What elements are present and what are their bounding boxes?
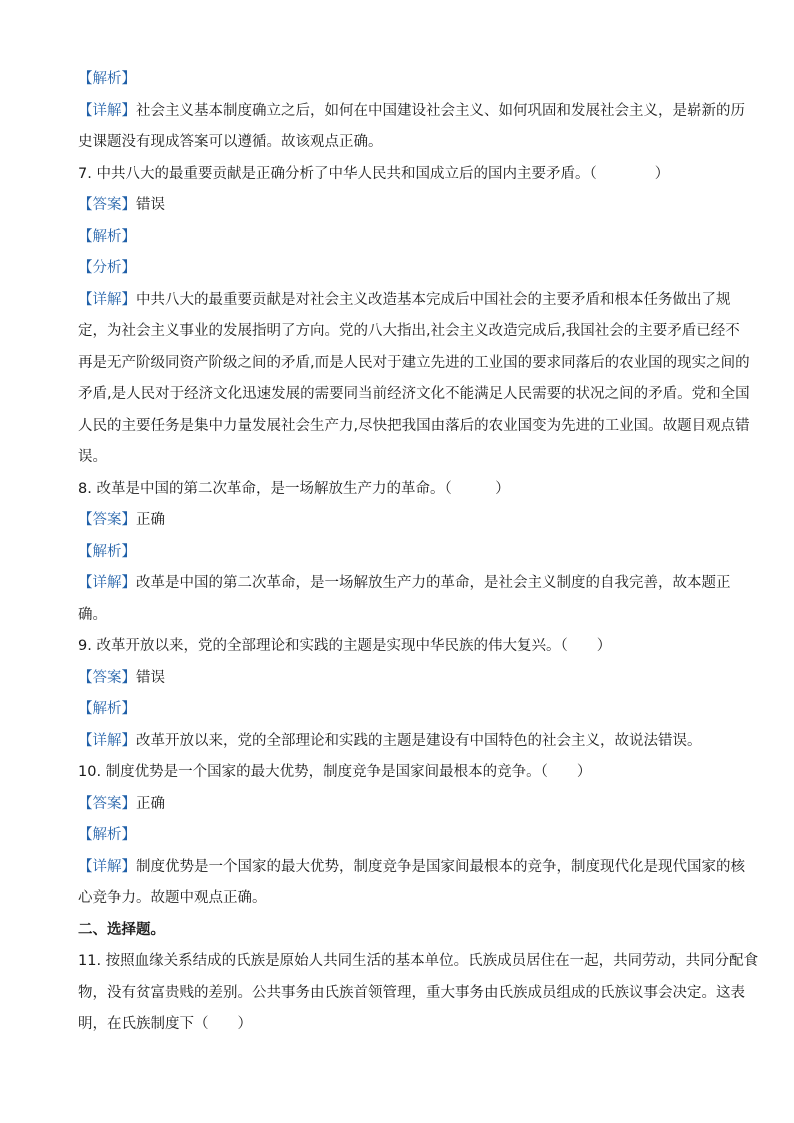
section-tag: 【解析】 xyxy=(78,228,136,245)
detail-text: 心竞争力。故题中观点正确。 xyxy=(78,890,267,906)
detail-text: 制度优势是一个国家的最大优势，制度竞争是国家间最根本的竞争，制度现代化是现代国家的核 xyxy=(136,858,745,875)
question-block xyxy=(78,474,726,506)
tag-value: 正确 xyxy=(136,795,165,812)
tag-line xyxy=(78,663,726,695)
question-line: 11. 按照血缘关系结成的氏族是原始人共同生活的基本单位。氏族成员居住在一起，共同劳动，共同分配食 xyxy=(78,953,759,969)
tag-line xyxy=(78,253,726,285)
tag-line xyxy=(78,694,726,726)
tag-line xyxy=(78,190,726,222)
section-tag: 【答案】 xyxy=(78,512,136,528)
question-line: 物，没有贫富贵贱的差别。公共事务由氏族首领管理，重大事务由氏族成员组成的氏族议事会决定。这表 xyxy=(78,984,745,1001)
detail-text: 误。 xyxy=(78,449,107,465)
section-block xyxy=(78,915,726,947)
detail-line xyxy=(78,96,745,128)
section-tag: 【解析】 xyxy=(78,71,136,87)
question-text: 8. 改革是中国的第二次革命，是一场解放生产力的革命。（ ） xyxy=(78,480,510,497)
detail-line xyxy=(78,726,726,758)
detail-line xyxy=(78,379,750,411)
section-tag: 【详解】 xyxy=(78,858,136,875)
section-tag: 【答案】 xyxy=(78,197,136,213)
detail-text: 改革开放以来，党的全部理论和实践的主题是建设有中国特色的社会主义，故说法错误。 xyxy=(136,732,702,749)
tag-line xyxy=(78,505,726,537)
document-page xyxy=(78,64,759,1041)
section-tag: 【解析】 xyxy=(78,543,136,560)
detail-text: 定，为社会主义事业的发展指明了方向。党的八大指出,社会主义改造完成后,我国社会的主要矛盾已经不 xyxy=(78,323,740,339)
tag-block xyxy=(78,789,726,821)
detail-line xyxy=(78,568,731,600)
detail-line xyxy=(78,600,726,632)
qmulti-block xyxy=(78,946,759,1041)
detail-block xyxy=(78,852,745,915)
detail-block xyxy=(78,726,726,758)
tag-block xyxy=(78,505,726,537)
section-tag: 【详解】 xyxy=(78,102,136,119)
detail-line xyxy=(78,442,726,474)
detail-block xyxy=(78,96,745,159)
question-text: 10. 制度优势是一个国家的最大优势，制度竞争是国家间最根本的竞争。（ ） xyxy=(78,764,592,780)
detail-line xyxy=(78,883,726,915)
section-tag: 【详解】 xyxy=(78,732,136,749)
question-text: 7. 中共八大的最重要贡献是正确分析了中华人民共和国成立后的国内主要矛盾。（ ） xyxy=(78,165,670,182)
question-block xyxy=(78,757,726,789)
detail-line xyxy=(78,852,745,884)
detail-text: 再是无产阶级同资产阶级之间的矛盾,而是人民对于建立先进的工业国的要求同落后的农业国的现实之间的 xyxy=(78,354,750,371)
tag-block xyxy=(78,253,726,285)
tag-block xyxy=(78,537,726,569)
detail-line xyxy=(78,316,740,348)
detail-text: 人民的主要任务是集中力量发展社会生产力,尽快把我国由落后的农业国变为先进的工业国。故题目观点错 xyxy=(78,417,750,434)
tag-line xyxy=(78,64,726,96)
detail-line xyxy=(78,411,750,443)
tag-line xyxy=(78,537,726,569)
section-heading: 二、选择题。 xyxy=(78,921,165,938)
question-line: 明，在氏族制度下（ ） xyxy=(78,1016,252,1032)
question-text: 9. 改革开放以来，党的全部理论和实践的主题是实现中华民族的伟大复兴。（ ） xyxy=(78,638,612,654)
detail-text: 确。 xyxy=(78,606,107,623)
detail-line xyxy=(78,127,726,159)
tag-block xyxy=(78,694,726,726)
section-tag: 【详解】 xyxy=(78,291,136,308)
tag-line xyxy=(78,222,726,254)
detail-line xyxy=(78,285,731,317)
tag-line xyxy=(78,820,726,852)
section-tag: 【解析】 xyxy=(78,827,136,843)
tag-value: 错误 xyxy=(136,669,165,686)
tag-value: 正确 xyxy=(136,512,165,528)
section-tag: 【详解】 xyxy=(78,575,136,591)
question-block xyxy=(78,631,726,663)
question-block xyxy=(78,159,726,191)
section-tag: 【答案】 xyxy=(78,795,136,812)
tag-block xyxy=(78,190,726,222)
detail-text: 史课题没有现成答案可以遵循。故该观点正确。 xyxy=(78,134,383,150)
detail-text: 中共八大的最重要贡献是对社会主义改造基本完成后中国社会的主要矛盾和根本任务做出了规 xyxy=(136,291,731,308)
section-tag: 【答案】 xyxy=(78,669,136,686)
detail-text: 改革是中国的第二次革命，是一场解放生产力的革命，是社会主义制度的自我完善，故本题正 xyxy=(136,575,731,591)
tag-block xyxy=(78,663,726,695)
section-tag: 【解析】 xyxy=(78,701,136,717)
tag-block xyxy=(78,64,726,96)
tag-value: 错误 xyxy=(136,197,165,213)
section-tag: 【分析】 xyxy=(78,260,136,276)
tag-block xyxy=(78,820,726,852)
tag-block xyxy=(78,222,726,254)
detail-block xyxy=(78,285,750,474)
detail-text: 矛盾,是人民对于经济文化迅速发展的需要同当前经济文化不能满足人民需要的状况之间的矛盾。党和全国 xyxy=(78,386,750,402)
detail-block xyxy=(78,568,731,631)
detail-line xyxy=(78,348,750,380)
tag-line xyxy=(78,789,726,821)
detail-text: 社会主义基本制度确立之后，如何在中国建设社会主义、如何巩固和发展社会主义，是崭新的历 xyxy=(136,102,745,119)
